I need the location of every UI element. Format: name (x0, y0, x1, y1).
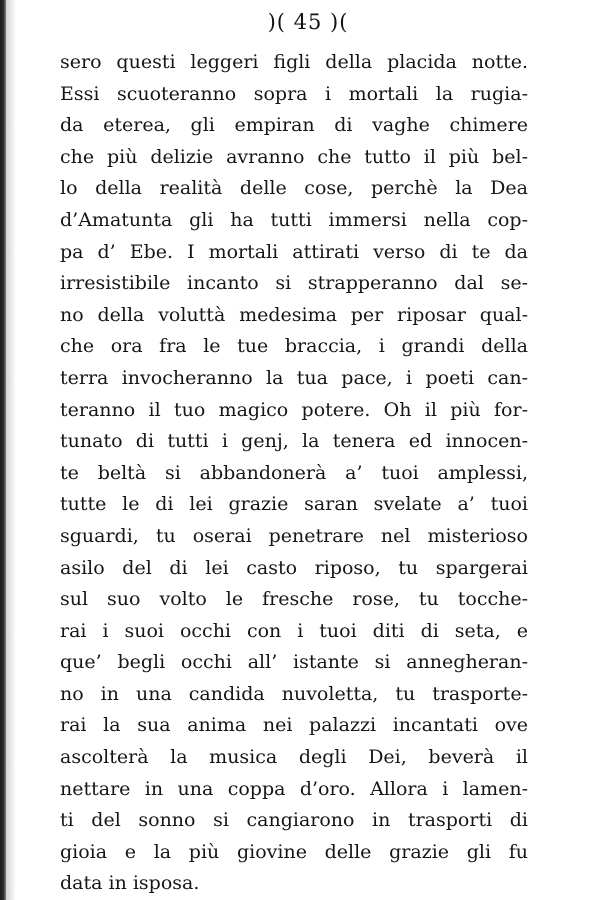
text-line: irresistibile incanto si strapperanno dal se- (60, 272, 528, 295)
text-line: rai la sua anima nei palazzi incantati ove (60, 714, 528, 737)
text-line: sul suo volto le fresche rose, tu tocche- (60, 588, 528, 611)
text-line: d’Amatunta gli ha tutti immersi nella cop- (60, 208, 528, 231)
text-line: che ora fra le tue braccia, i grandi della (60, 335, 528, 358)
text-line: tunato di tutti i genj, la tenera ed innocen- (60, 430, 528, 453)
text-line: no in una candida nuvoletta, tu trasporte- (60, 682, 528, 705)
binding-shadow (6, 0, 16, 900)
text-line: da eterea, gli empiran di vaghe chimere (60, 114, 528, 137)
text-line: tutte le di lei grazie saran svelate a’ tuoi (60, 493, 528, 516)
page-number: )( 45 )( (267, 10, 349, 34)
text-line: che più delizie avranno che tutto il più bel- (60, 145, 528, 168)
text-line: no della voluttà medesima per riposar qual- (60, 303, 528, 326)
text-line: sguardi, tu oserai penetrare nel misterioso (60, 524, 528, 547)
text-line: que’ begli occhi all’ istante si annegheran- (60, 651, 528, 674)
text-line: ti del sonno si cangiarono in trasporti di (60, 809, 528, 832)
text-line: te beltà si abbandonerà a’ tuoi amplessi, (60, 461, 528, 484)
text-line: data in isposa. (60, 872, 200, 895)
text-line: sero questi leggeri figli della placida notte. (60, 51, 528, 73)
text-line: rai i suoi occhi con i tuoi diti di seta, e (60, 619, 528, 642)
text-line: ascolterà la musica degli Dei, beverà il (60, 746, 528, 769)
text-line: lo della realità delle cose, perchè la Dea (60, 177, 528, 200)
text-line: nettare in una coppa d’oro. Allora i lamen- (60, 777, 528, 800)
text-line: terra invocheranno la tua pace, i poeti can- (60, 366, 528, 389)
text-line: Essi scuoteranno sopra i mortali la rugia- (60, 82, 528, 105)
text-line: teranno il tuo magico potere. Oh il più for- (60, 398, 528, 421)
text-line: gioia e la più giovine delle grazie gli fu (60, 840, 528, 863)
body-text (60, 47, 528, 900)
text-line: pa d’ Ebe. I mortali attirati verso di te da (60, 240, 528, 263)
text-line: asilo del di lei casto riposo, tu spargerai (60, 556, 528, 579)
